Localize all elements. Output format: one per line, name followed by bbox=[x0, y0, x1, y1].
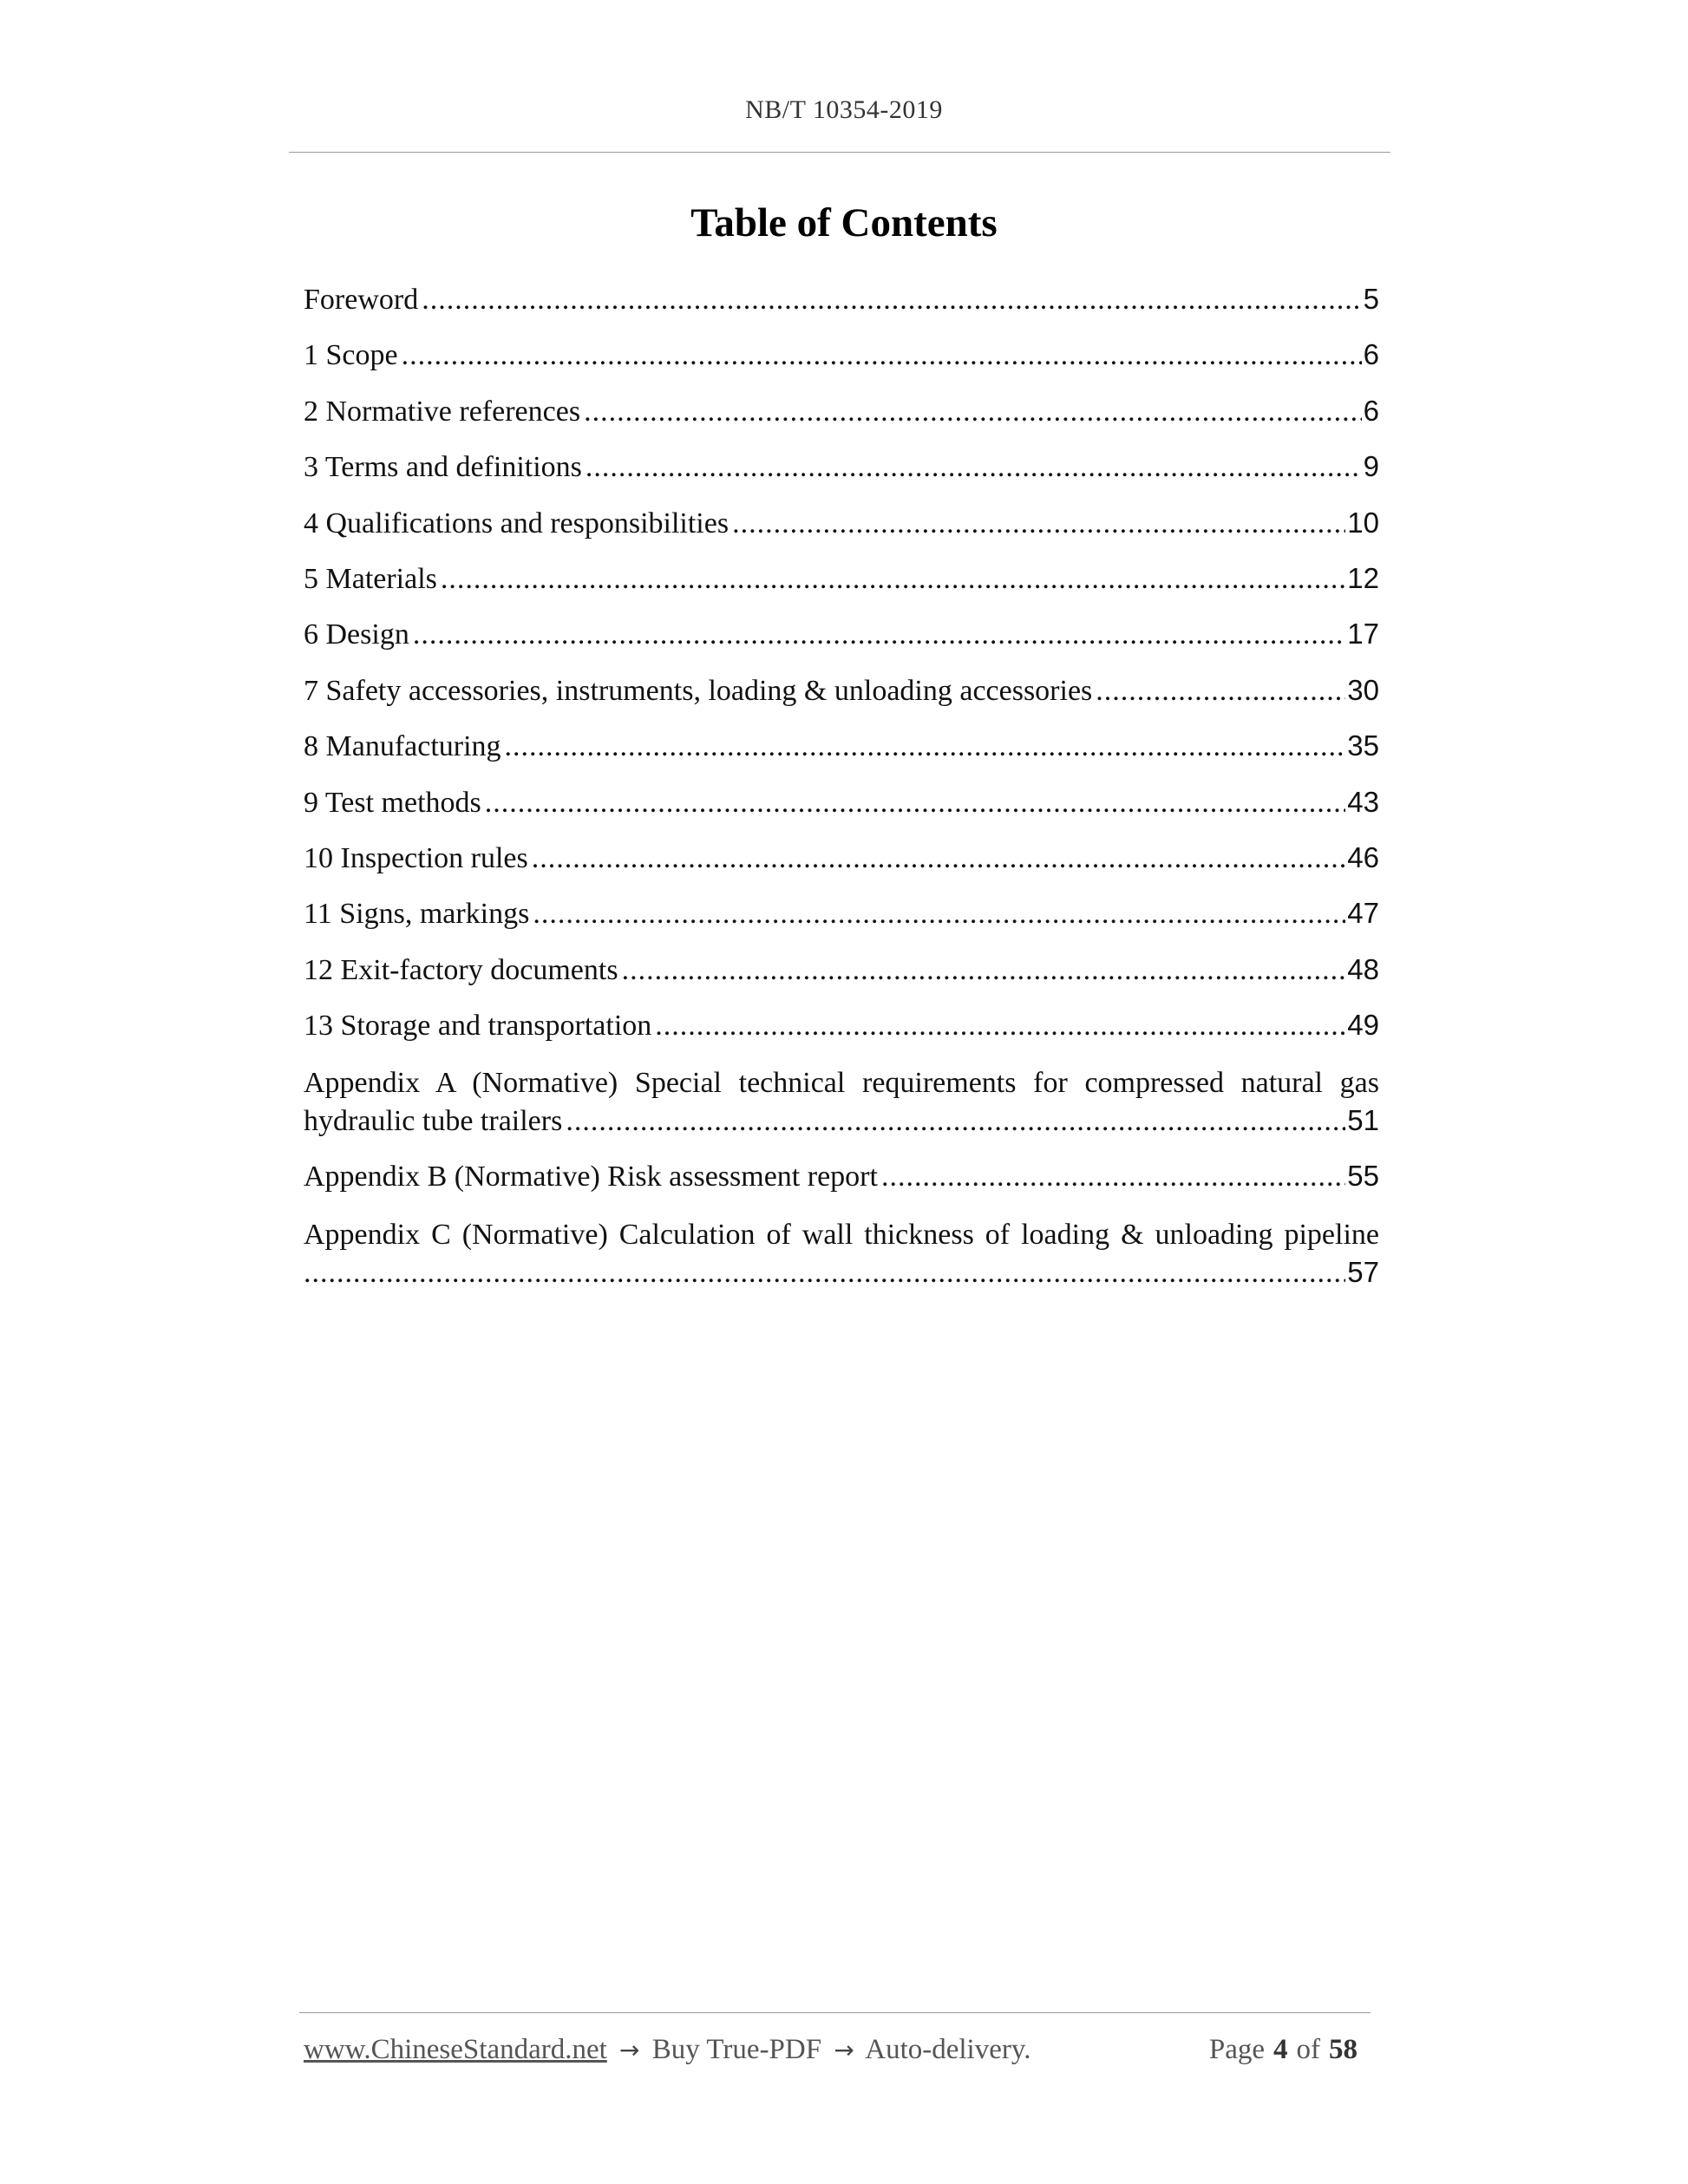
toc-entry-storage-transportation[interactable] bbox=[304, 1008, 1379, 1043]
toc-entry-page: 48 bbox=[1347, 952, 1379, 985]
toc-entry-line2 bbox=[304, 1255, 1379, 1290]
toc-dot-leader bbox=[304, 1256, 1345, 1291]
of-word: of bbox=[1296, 2034, 1320, 2065]
header-divider bbox=[289, 152, 1390, 153]
toc-entry-page: 43 bbox=[1347, 785, 1379, 818]
total-page-count: 58 bbox=[1329, 2034, 1358, 2065]
toc-entry-page: 51 bbox=[1347, 1104, 1379, 1137]
toc-entry-signs-markings[interactable] bbox=[304, 896, 1379, 931]
toc-entry-page: 17 bbox=[1347, 618, 1379, 651]
toc-entry-label: 9 Test methods bbox=[304, 786, 481, 819]
page-title: Table of Contents bbox=[690, 200, 998, 245]
toc-entry-appendix-a[interactable] bbox=[304, 1063, 1379, 1138]
page-footer bbox=[304, 2034, 1371, 2066]
toc-entry-line2 bbox=[304, 1103, 1379, 1138]
toc-entry-label: 11 Signs, markings bbox=[304, 898, 530, 931]
toc-entry-materials[interactable] bbox=[304, 561, 1379, 596]
toc-dot-leader bbox=[732, 507, 1345, 541]
toc-dot-leader bbox=[402, 338, 1362, 373]
toc-dot-leader bbox=[441, 562, 1345, 597]
toc-entry-page: 9 bbox=[1363, 450, 1379, 483]
toc-entry-test-methods[interactable] bbox=[304, 785, 1379, 820]
toc-entry-label: 6 Design bbox=[304, 618, 409, 651]
toc-dot-leader bbox=[1096, 674, 1345, 709]
toc-entry-label-line1: Appendix A (Normative) Special technical requirements for compressed natural gas bbox=[304, 1067, 1379, 1100]
toc-entry-terms-definitions[interactable] bbox=[304, 449, 1379, 484]
toc-entry-page: 12 bbox=[1347, 561, 1379, 594]
toc-entry-appendix-c[interactable] bbox=[304, 1215, 1379, 1290]
buy-true-pdf-text: Buy True-PDF bbox=[651, 2034, 822, 2065]
toc-entry-page: 49 bbox=[1347, 1009, 1379, 1042]
toc-dot-leader bbox=[586, 450, 1362, 485]
toc-entry-page: 6 bbox=[1363, 338, 1379, 371]
toc-entry-scope[interactable] bbox=[304, 337, 1379, 372]
toc-entry-qualifications[interactable] bbox=[304, 506, 1379, 540]
toc-dot-leader bbox=[505, 729, 1346, 764]
toc-entry-label: 3 Terms and definitions bbox=[304, 451, 582, 484]
toc-entry-label-line2: hydraulic tube trailers bbox=[304, 1105, 563, 1138]
toc-dot-leader bbox=[566, 1104, 1345, 1139]
toc-entry-label: 4 Qualifications and responsibilities bbox=[304, 507, 730, 539]
document-id: NB/T 10354-2019 bbox=[745, 95, 943, 124]
toc-entry-design[interactable] bbox=[304, 617, 1379, 651]
toc-entry-page: 35 bbox=[1347, 729, 1379, 762]
website-link[interactable]: www.ChineseStandard.net bbox=[304, 2034, 607, 2065]
toc-entry-exit-factory-documents[interactable] bbox=[304, 952, 1379, 987]
toc-entry-label: 8 Manufacturing bbox=[304, 730, 501, 763]
table-of-contents bbox=[304, 282, 1379, 1311]
arrow-right-icon: → bbox=[834, 2036, 854, 2064]
toc-dot-leader bbox=[413, 618, 1345, 652]
toc-entry-label-line1: Appendix C (Normative) Calculation of wall thickness of loading & unloading pipeline bbox=[304, 1218, 1379, 1251]
auto-delivery-text: Auto-delivery. bbox=[865, 2034, 1031, 2065]
toc-entry-page: 47 bbox=[1347, 897, 1379, 930]
arrow-right-icon: → bbox=[619, 2036, 640, 2064]
toc-entry-page: 10 bbox=[1347, 506, 1379, 539]
toc-dot-leader bbox=[422, 283, 1361, 317]
toc-dot-leader bbox=[533, 897, 1345, 932]
toc-entry-label: 12 Exit-factory documents bbox=[304, 953, 618, 986]
toc-entry-label: 1 Scope bbox=[304, 339, 398, 372]
toc-entry-normative-references[interactable] bbox=[304, 394, 1379, 428]
toc-entry-appendix-b[interactable] bbox=[304, 1159, 1379, 1193]
toc-dot-leader bbox=[584, 395, 1362, 429]
footer-divider bbox=[299, 2012, 1371, 2013]
toc-entry-label: 7 Safety accessories, instruments, loading & unloading accessories bbox=[304, 674, 1093, 707]
toc-entry-label: 5 Materials bbox=[304, 562, 437, 595]
current-page-number: 4 bbox=[1273, 2034, 1288, 2065]
toc-entry-safety-accessories[interactable] bbox=[304, 673, 1379, 708]
page-word: Page bbox=[1208, 2034, 1265, 2065]
toc-entry-label: 10 Inspection rules bbox=[304, 841, 528, 874]
toc-entry-page: 5 bbox=[1363, 283, 1379, 315]
toc-entry-label: Foreword bbox=[304, 284, 419, 316]
toc-entry-label: 13 Storage and transportation bbox=[304, 1010, 652, 1043]
toc-dot-leader bbox=[485, 786, 1346, 821]
toc-entry-label: Appendix B (Normative) Risk assessment report bbox=[304, 1161, 878, 1193]
page-number-info bbox=[1209, 2034, 1366, 2066]
toc-dot-leader bbox=[881, 1160, 1345, 1194]
toc-entry-page: 55 bbox=[1347, 1160, 1379, 1193]
toc-entry-manufacturing[interactable] bbox=[304, 729, 1379, 763]
toc-entry-label: 2 Normative references bbox=[304, 395, 581, 428]
toc-dot-leader bbox=[622, 953, 1346, 988]
toc-entry-page: 30 bbox=[1347, 673, 1379, 706]
toc-dot-leader bbox=[532, 841, 1346, 876]
toc-entry-foreword[interactable] bbox=[304, 282, 1379, 317]
toc-entry-page: 57 bbox=[1347, 1255, 1379, 1288]
toc-entry-page: 46 bbox=[1347, 840, 1379, 873]
toc-entry-page: 6 bbox=[1363, 394, 1379, 427]
document-header bbox=[0, 95, 1688, 125]
toc-entry-inspection-rules[interactable] bbox=[304, 840, 1379, 875]
toc-dot-leader bbox=[655, 1009, 1345, 1043]
